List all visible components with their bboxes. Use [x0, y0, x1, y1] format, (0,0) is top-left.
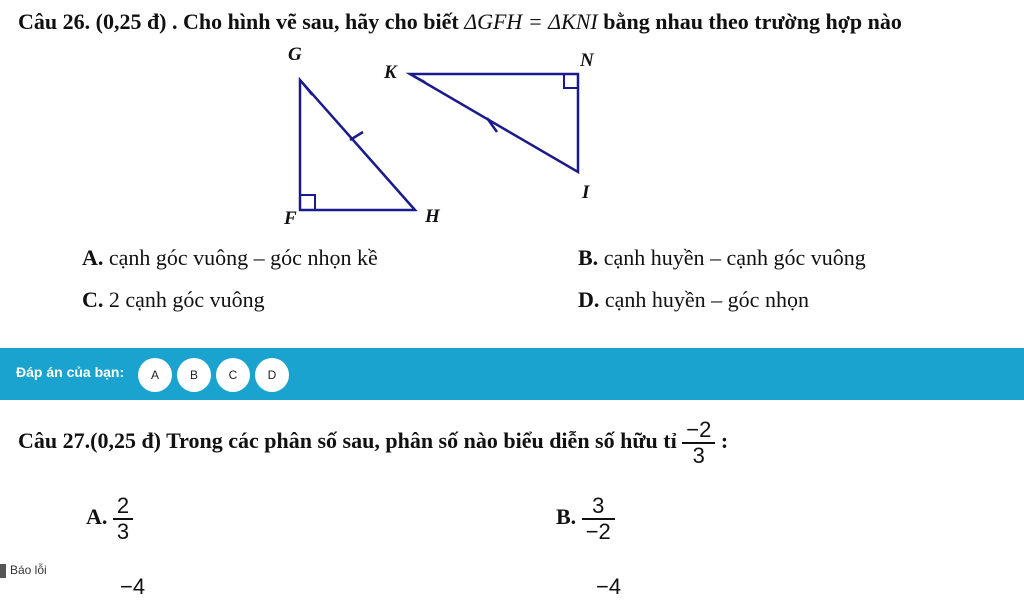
question-27-text — [18, 418, 1018, 468]
q27-option-c-partial: −4 — [120, 574, 146, 599]
option-a: A. cạnh góc vuông – góc nhọn kề — [82, 245, 378, 270]
report-error-link[interactable]: Báo lỗi — [0, 563, 47, 578]
q27-option-d-partial: −4 — [596, 574, 622, 599]
q27-option-a: A. $\frac{2}{3}$ — [86, 494, 133, 544]
option-b: B. cạnh huyền – cạnh góc vuông — [578, 245, 866, 270]
answer-button-a[interactable]: A — [138, 358, 172, 392]
option-d: D. cạnh huyền – góc nhọn — [578, 287, 809, 312]
vertex-n-label: N — [580, 50, 594, 71]
question-26-text — [18, 4, 1018, 40]
q27-option-b-fraction: $\frac{3}{-2}$ — [582, 494, 615, 544]
q27-option-a-fraction: $\frac{2}{3}$ — [113, 494, 133, 544]
option-c: C. 2 cạnh góc vuông — [82, 287, 265, 312]
vertex-f-label: F — [284, 208, 297, 229]
q26-prefix: Câu 26. (0,25 đ) . Cho hình vẽ sau, hãy cho biết — [18, 9, 465, 34]
vertex-g-label: G — [288, 44, 302, 65]
q26-suffix: bằng nhau theo trường hợp nào — [597, 9, 902, 34]
q26-math: ΔGFH = ΔKNI — [464, 9, 598, 34]
answer-bar — [0, 348, 1024, 400]
answer-button-d[interactable]: D — [255, 358, 289, 392]
q27-target-fraction: $\frac{-2}{3}$ — [682, 418, 715, 468]
vertex-k-label: K — [384, 62, 397, 83]
vertex-h-label: H — [425, 206, 440, 227]
answer-label: Đáp án của bạn: — [16, 364, 125, 380]
q27-suffix: : — [720, 428, 729, 454]
q27-option-b: B. $\frac{3}{-2}$ — [556, 494, 615, 544]
report-icon — [0, 564, 6, 578]
vertex-i-label: I — [582, 182, 590, 203]
answer-button-c[interactable]: C — [216, 358, 250, 392]
answer-button-b[interactable]: B — [177, 358, 211, 392]
triangle-kni-figure — [400, 60, 600, 180]
q27-prefix: Câu 27.(0,25 đ) Trong các phân số sau, phân số nào biểu diễn số hữu tỉ — [18, 428, 677, 454]
